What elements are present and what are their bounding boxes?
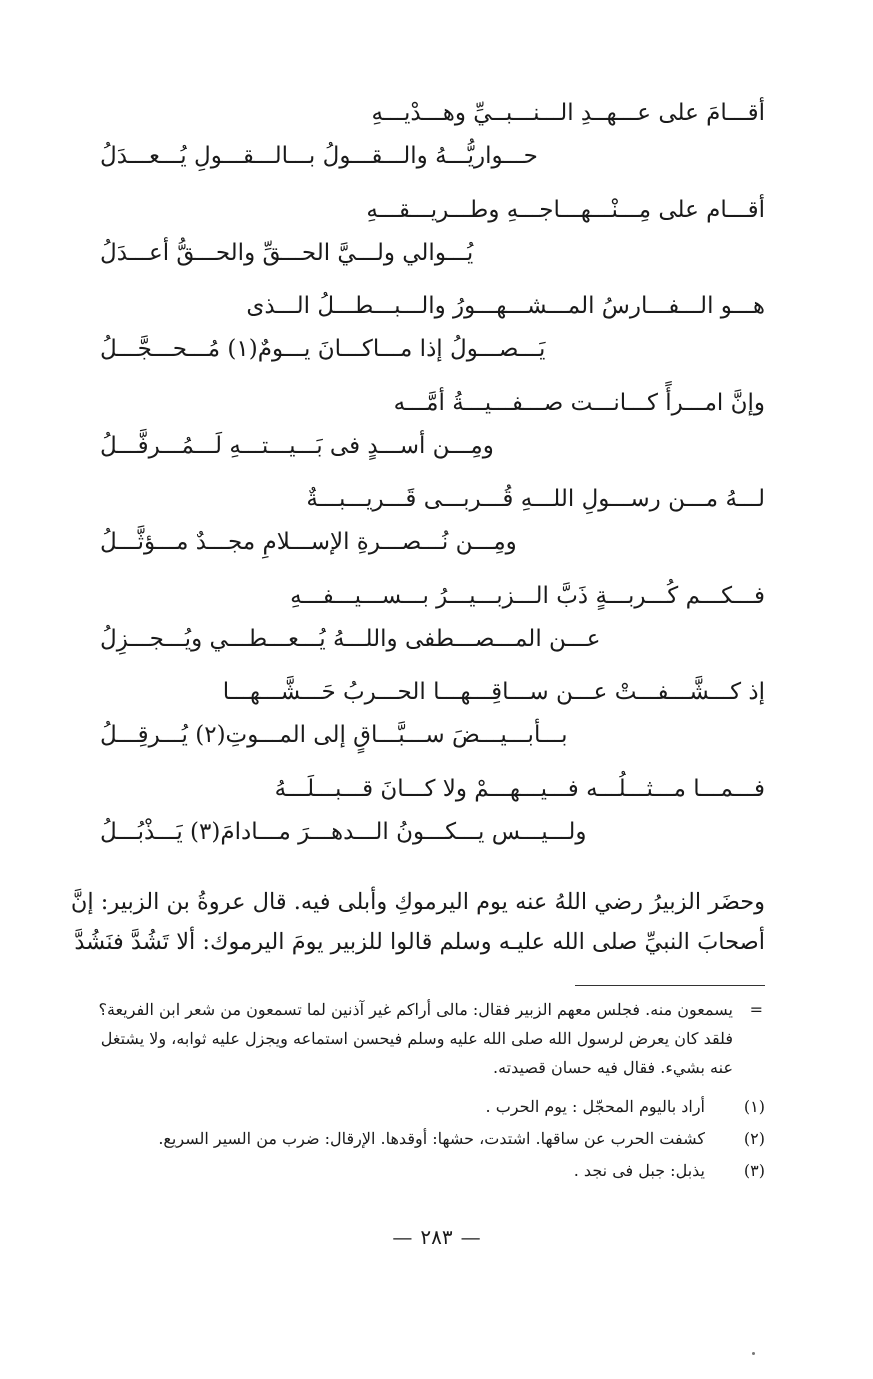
second-hemistich: ومِـــن نُـــصـــرةِ الإســـلامِ مجـــدٌ مـــؤثَّـــلُ (100, 529, 517, 555)
footnote-text: أراد باليوم المحجّل : يوم الحرب . (485, 1097, 705, 1116)
footnote-number: (١) (743, 1097, 765, 1116)
footnote-line: يسمعون منه. فجلس معهم الزبير فقال: مالى أراكم غير آذنين لما تسمعون من شعر ابن الفريعة؟ (98, 1000, 733, 1019)
second-hemistich: يَـــصـــولُ إذا مـــاكـــانَ يـــومٌ(١) مُـــحـــجَّـــلُ (100, 336, 546, 362)
footnote-number: (٣) (743, 1161, 765, 1180)
first-hemistich: هـــو الـــفـــارسُ المـــشـــهـــورُ والـــبـــطـــلُ الـــذى (246, 293, 765, 319)
first-hemistich: لـــهُ مـــن رســـولِ اللـــهِ قُـــربـــى قَـــريـــبـــةٌ (306, 486, 765, 512)
prose-line: أصحابَ النبيِّ صلى الله عليـه وسلم قالوا للزبير يومَ اليرموك: ألا تَشُدَّ فنَشُدَّ (74, 929, 765, 955)
prose-paragraph (70, 882, 765, 962)
second-hemistich: ومِـــن أســـدٍ فى بَـــيـــتـــهِ لَـــمُـــرفَّـــلُ (100, 432, 494, 459)
footnote (100, 1156, 765, 1188)
footnote-text: كشفت الحرب عن ساقها. اشتدت، حشها: أوقدها. الإرقال: ضرب من السير السريع. (158, 1129, 705, 1148)
prose-line: وحضَر الزبيرُ رضي اللهُ عنه يوم اليرموكِ وأبلى فيه. قال عروةُ بن الزبير: إنَّ (70, 889, 765, 915)
footnote (100, 1124, 765, 1156)
footnote (100, 1092, 765, 1124)
footnote-list (100, 1092, 765, 1188)
poem (100, 98, 765, 870)
footnotes (100, 995, 765, 1188)
page-number (0, 1225, 873, 1249)
couplet (100, 195, 765, 292)
second-hemistich: يُـــوالي ولـــيَّ الحـــقِّ والحـــقُّ أعـــدَلُ (100, 239, 474, 266)
footnote-line: فلقد كان يعرض لرسول الله صلى الله عليه وسلم فيحسن استماعه ويجزل عليه ثوابه، ولا يشتغل (100, 1029, 733, 1048)
page-number-dash: — (392, 1225, 413, 1249)
continuation-marker: = (749, 1000, 763, 1019)
couplet (100, 484, 765, 581)
first-hemistich: إذ كـــشَّـــفـــتْ عـــن ســـاقِـــهـــا الحـــربُ حَـــشَّـــهـــا (222, 679, 765, 705)
first-hemistich: أقـــام على مِـــنْـــهـــاجـــهِ وطـــريـــقـــهِ (366, 196, 765, 223)
couplet (100, 774, 765, 871)
second-hemistich: بـــأبـــيـــضَ ســـبَّـــاقٍ إلى المـــوتِ(٢) يُـــرقِـــلُ (100, 722, 568, 748)
second-hemistich: عـــن المـــصـــطفى واللـــهُ يُـــعـــطـــي ويُـــجـــزِلُ (100, 625, 601, 652)
footnote-continuation (100, 995, 765, 1082)
footnote-text: يذبل: جبل فى نجد . (573, 1161, 705, 1180)
couplet (100, 291, 765, 388)
page-number-dash: — (460, 1225, 481, 1249)
first-hemistich: فـــمـــا مـــثـــلُـــه فـــيـــهـــمْ ولا كـــانَ قـــبـــلَـــهُ (274, 775, 765, 802)
footnote-number: (٢) (743, 1129, 765, 1148)
couplet (100, 677, 765, 774)
first-hemistich: وإنَّ امـــرأً كـــانـــت صـــفـــيـــةُ أمَّـــه (393, 389, 765, 416)
page-number-value: ٢٨٣ (420, 1225, 453, 1249)
second-hemistich: ولـــيـــس يـــكـــونُ الـــدهـــرَ مـــادامَ(٣) يَـــذْبُـــلُ (100, 818, 587, 845)
first-hemistich: أقـــامَ على عـــهــدِ الـــنـــبــيِّ وهـــدْيـــهِ (371, 100, 765, 126)
scan-speck (752, 1352, 755, 1355)
second-hemistich: حـــواريُّـــهُ والـــقـــولُ بـــالـــقـــولِ يُـــعـــدَلُ (100, 143, 538, 169)
couplet (100, 581, 765, 678)
couplet (100, 98, 765, 195)
footnote-line: عنه بشيء. فقال فيه حسان قصيدته. (492, 1058, 733, 1077)
couplet (100, 388, 765, 485)
first-hemistich: فـــكـــم كُـــربـــةٍ ذَبَّ الـــزبـــيـــرُ بـــســـيـــفـــهِ (290, 582, 765, 609)
footnote-separator (575, 985, 765, 986)
